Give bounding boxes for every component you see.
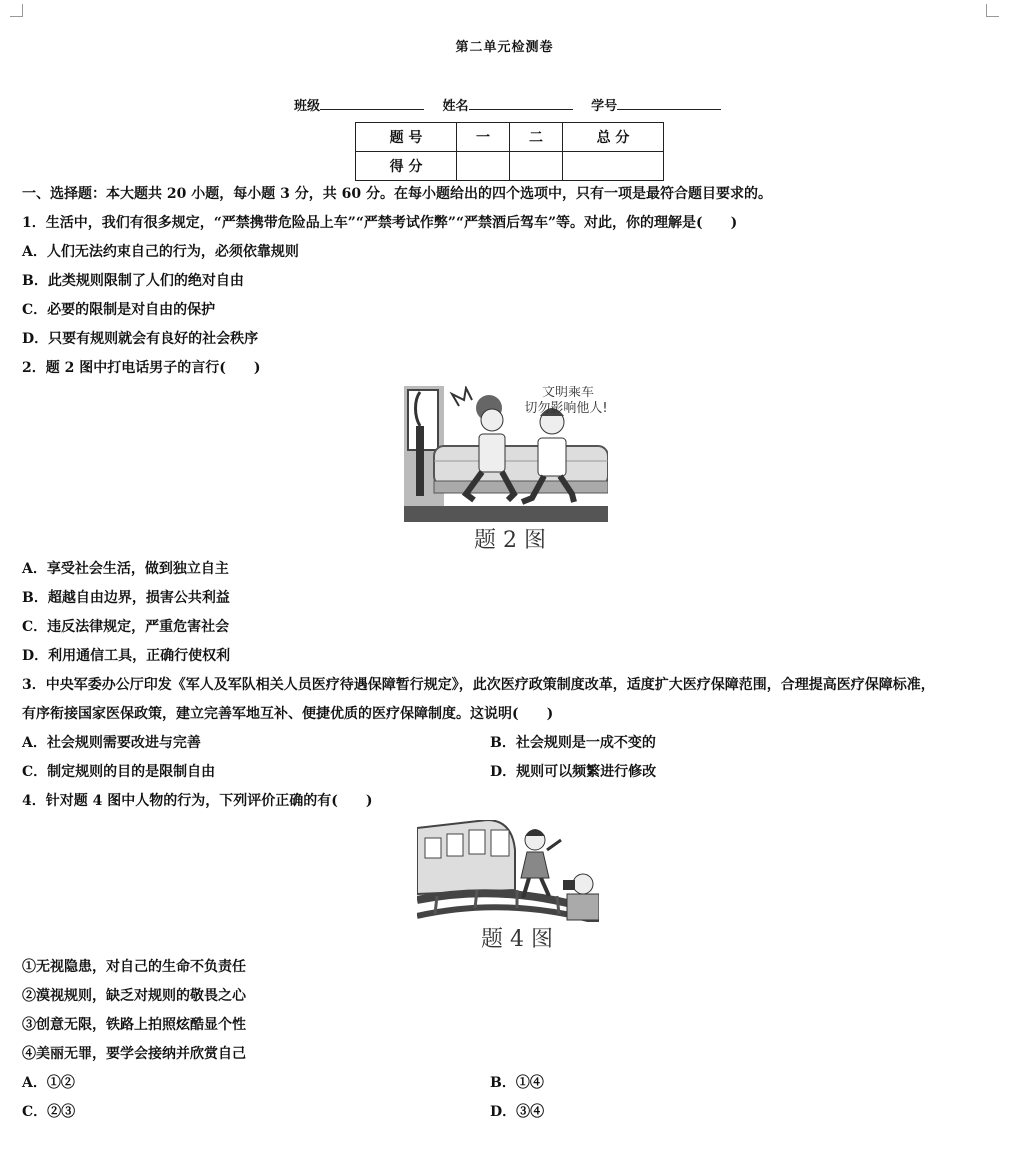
page-corner-mark	[10, 4, 23, 17]
section1-instruction: 一、选择题：本大题共 20 小题，每小题 3 分，共 60 分。在每小题给出的四个选项中，只有一项是最符合题目要求的。	[22, 186, 772, 202]
page-corner-mark	[986, 4, 999, 17]
q3-option-a[interactable]: A．社会规则需要改进与完善	[22, 735, 201, 751]
score-input-total[interactable]	[563, 152, 664, 181]
name-field[interactable]	[469, 97, 573, 110]
q4-option-a[interactable]: A．①②	[22, 1075, 75, 1091]
q4-figure-caption: 题 4 图	[481, 927, 553, 952]
q2-bubble-line2: 切勿影响他人!	[524, 401, 608, 416]
q4-statement-1: ①无视隐患，对自己的生命不负责任	[22, 959, 246, 975]
q2-option-a[interactable]: A．享受社会生活，做到独立自主	[22, 561, 229, 577]
q4-statement-2: ②漠视规则，缺乏对规则的敬畏之心	[22, 988, 246, 1004]
score-cell-label: 得 分	[356, 152, 457, 181]
q3-option-c[interactable]: C．制定规则的目的是限制自由	[22, 764, 216, 780]
q4-option-c[interactable]: C．②③	[22, 1104, 76, 1120]
q2-bubble-line1: 文明乘车	[541, 386, 595, 400]
score-cell-part1: 一	[457, 123, 510, 152]
class-label: 班级	[294, 99, 321, 114]
q4-cartoon-image	[417, 820, 599, 922]
q3-stem-line2: 有序衔接国家医保政策，建立完善军地互补、便捷优质的医疗保障制度。这说明( )	[22, 706, 554, 722]
score-table-header-row	[356, 123, 664, 152]
student-id-field[interactable]	[617, 97, 721, 110]
q4-option-d[interactable]: D．③④	[490, 1104, 545, 1120]
q2-option-d[interactable]: D．利用通信工具，正确行使权利	[22, 648, 231, 664]
q1-option-b[interactable]: B．此类规则限制了人们的绝对自由	[22, 273, 244, 289]
q2-stem: 2．题 2 图中打电话男子的言行( )	[22, 360, 261, 376]
q2-option-c[interactable]: C．违反法律规定，严重危害社会	[22, 619, 230, 635]
score-cell-question: 题 号	[356, 123, 457, 152]
q4-stem: 4．针对题 4 图中人物的行为，下列评价正确的有( )	[22, 793, 373, 809]
score-cell-total: 总 分	[563, 123, 664, 152]
q1-option-d[interactable]: D．只要有规则就会有良好的社会秩序	[22, 331, 259, 347]
q1-option-c[interactable]: C．必要的限制是对自由的保护	[22, 302, 216, 318]
score-table	[355, 122, 664, 181]
student-info-line	[294, 95, 735, 114]
q3-stem-line1: 3．中央军委办公厅印发《军人及军队相关人员医疗待遇保障暂行规定》，此次医疗政策制度改革，适度扩大医疗保障范围，合理提高医疗保障标准，	[22, 677, 935, 693]
score-input-part1[interactable]	[457, 152, 510, 181]
q3-option-d[interactable]: D．规则可以频繁进行修改	[490, 764, 657, 780]
q2-option-b[interactable]: B．超越自由边界，损害公共利益	[22, 590, 230, 606]
class-field[interactable]	[320, 97, 424, 110]
q1-option-a[interactable]: A．人们无法约束自己的行为，必须依靠规则	[22, 244, 299, 260]
id-label: 学号	[591, 99, 618, 114]
score-input-part2[interactable]	[510, 152, 563, 181]
q4-statement-4: ④美丽无罪，要学会接纳并欣赏自己	[22, 1046, 246, 1062]
q1-stem: 1．生活中，我们有很多规定，“严禁携带危险品上车”“严禁考试作弊”“严禁酒后驾车”等。对此，你的理解是( )	[22, 215, 738, 231]
q2-figure-caption: 题 2 图	[474, 528, 546, 553]
score-cell-part2: 二	[510, 123, 563, 152]
score-table-score-row	[356, 152, 664, 181]
page-title: 第二单元检测卷	[455, 40, 554, 55]
name-label: 姓名	[442, 99, 469, 114]
q2-cartoon-image	[404, 386, 608, 522]
q3-option-b[interactable]: B．社会规则是一成不变的	[490, 735, 656, 751]
q4-option-b[interactable]: B．①④	[490, 1075, 544, 1091]
q4-statement-3: ③创意无限，铁路上拍照炫酷显个性	[22, 1017, 246, 1033]
